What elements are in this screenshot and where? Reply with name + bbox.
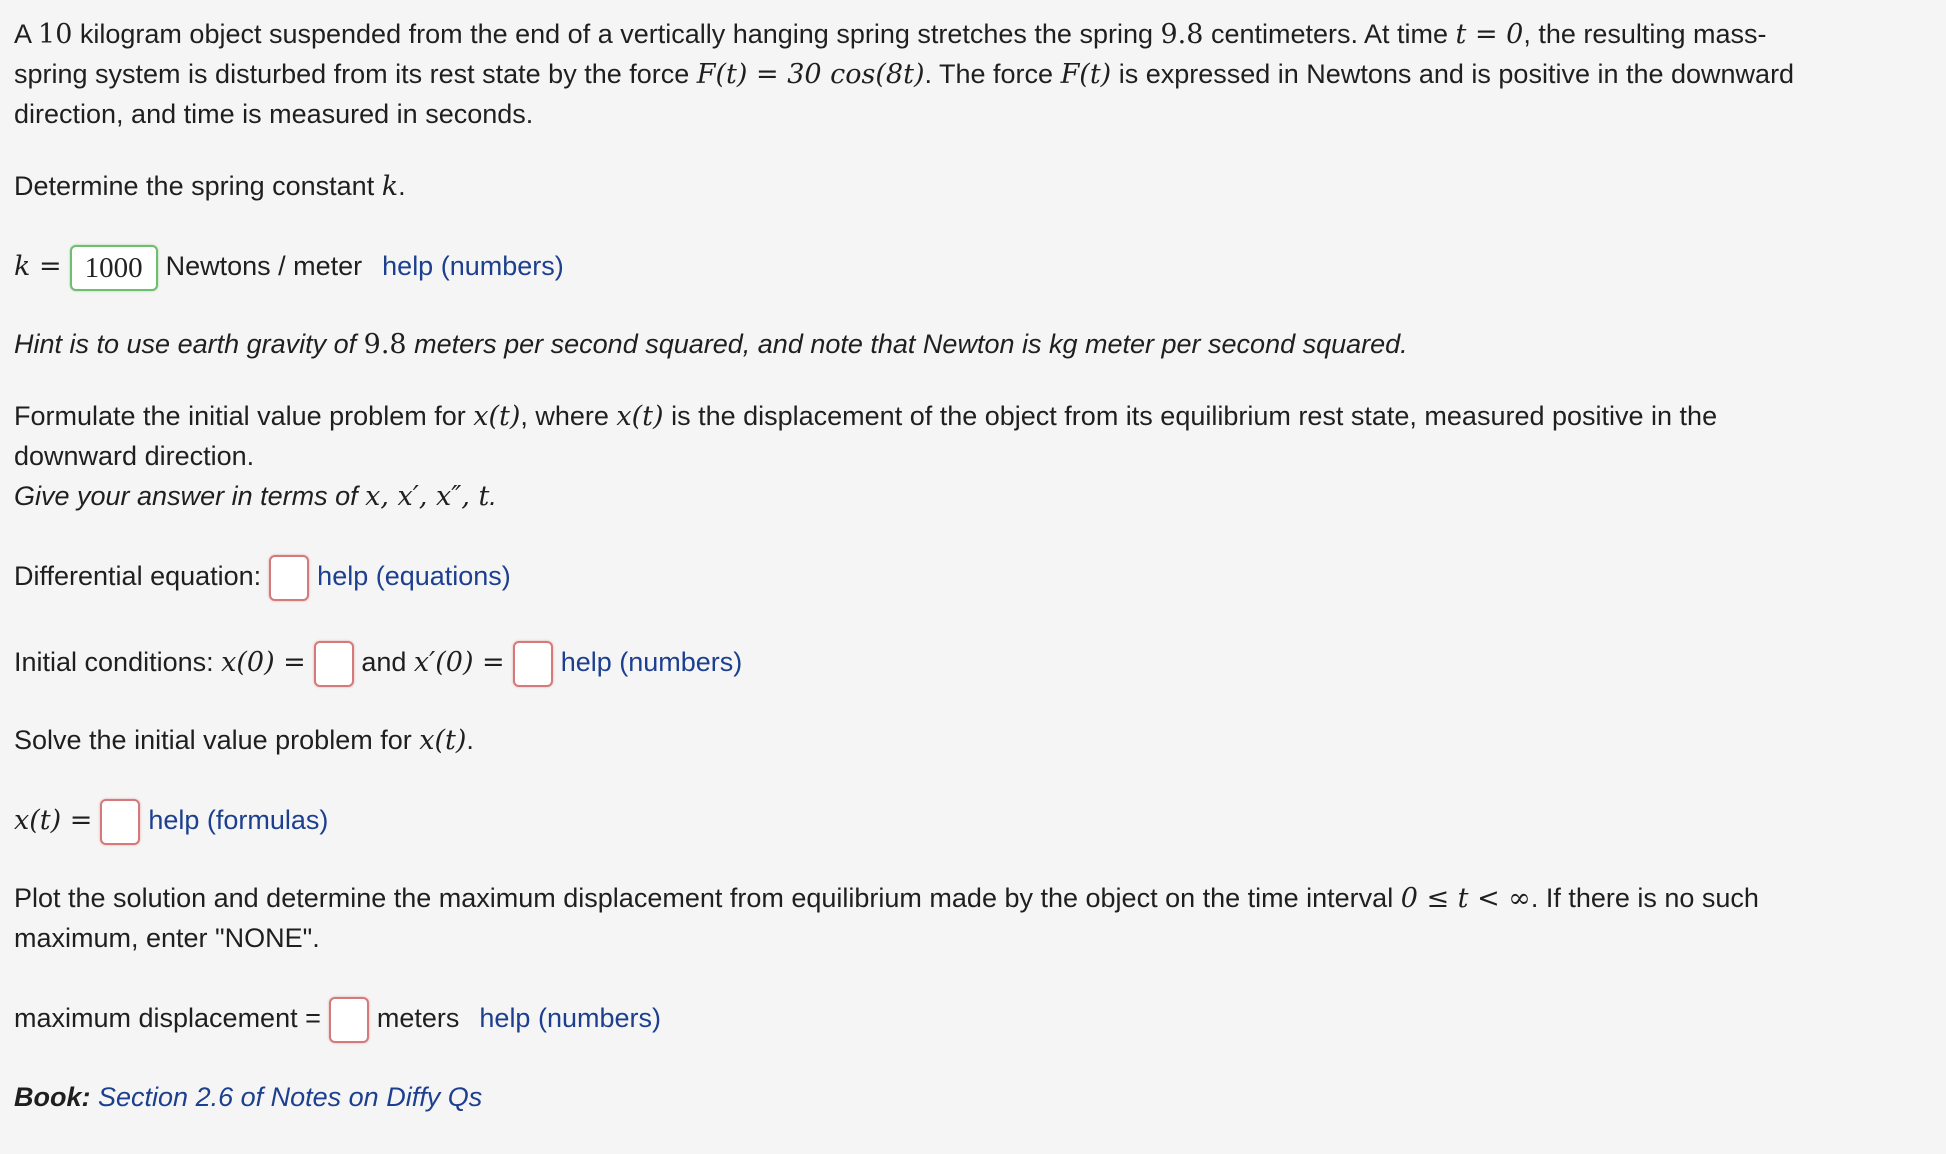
x0-math: x(0) = <box>221 647 306 679</box>
and-text: and <box>353 647 414 678</box>
force-symbol: F(t) <box>1060 59 1112 90</box>
solution-label: x(t) = <box>14 805 93 837</box>
plot-line-2 <box>14 918 320 958</box>
plot-text: Plot the solution and determine the maximum displacement from equilibrium made by the object on the time interval <box>14 883 1401 913</box>
solve-text: . <box>466 725 474 755</box>
help-numbers-link[interactable]: help (numbers) <box>560 647 743 678</box>
hint-part: Hint is to use earth gravity of <box>14 329 364 359</box>
formulate-text: Formulate the initial value problem for <box>14 401 474 431</box>
spring-constant-row <box>14 245 564 291</box>
help-numbers-link[interactable]: help (numbers) <box>382 251 564 282</box>
stretch-value: 9.8 <box>1160 19 1204 50</box>
max-displacement-units: meters <box>376 1003 460 1034</box>
intro-text: direction, and time is measured in seconds. <box>14 99 534 129</box>
k-label: k = <box>14 251 62 283</box>
xprime0-input[interactable] <box>513 641 553 687</box>
max-displacement-input[interactable] <box>329 997 369 1043</box>
variables-math: x, x′, x″, t <box>365 481 490 512</box>
xprime0-math: x′(0) = <box>413 647 505 679</box>
help-equations-link[interactable]: help (equations) <box>317 561 511 592</box>
intro-text: . The force <box>924 59 1061 89</box>
formulate-line-2 <box>14 436 254 476</box>
intro-line-3 <box>14 94 533 134</box>
spring-constant-units: Newtons / meter <box>165 251 363 282</box>
formulate-text: Give your answer in terms of <box>14 481 366 511</box>
plot-line-1 <box>14 878 1759 919</box>
x-of-t-math: x(t) <box>616 401 664 432</box>
solution-row <box>14 799 328 845</box>
diffeq-input[interactable] <box>269 555 309 601</box>
intro-text: centimeters. At time <box>1203 19 1456 49</box>
book-section-link[interactable]: Section 2.6 of Notes on Diffy Qs <box>98 1082 483 1112</box>
intro-line-1 <box>14 14 1766 55</box>
diffeq-row <box>14 555 511 601</box>
intro-line-2 <box>14 54 1794 95</box>
diffeq-label: Differential equation: <box>14 561 262 592</box>
formulate-line-1 <box>14 396 1717 437</box>
solve-text: Solve the initial value problem for <box>14 725 420 755</box>
intro-text: is expressed in Newtons and is positive in the downward <box>1111 59 1795 89</box>
plot-text: . If there is no such <box>1530 883 1759 913</box>
x-of-t-math: x(t) <box>473 401 521 432</box>
initial-conditions-row <box>14 641 742 687</box>
spring-constant-input[interactable]: 1000 <box>70 245 158 291</box>
x-of-t-math: x(t) <box>419 725 467 756</box>
intro-text: spring system is disturbed from its rest state by the force <box>14 59 697 89</box>
plot-text: maximum, enter "NONE". <box>14 923 320 953</box>
max-displacement-row <box>14 997 661 1043</box>
initial-label: Initial conditions: <box>14 647 222 678</box>
x0-input[interactable] <box>314 641 354 687</box>
formulate-line-3 <box>14 476 497 517</box>
max-displacement-label: maximum displacement = <box>14 1003 321 1034</box>
force-equation: F(t) = 30 cos(8t) <box>696 59 925 90</box>
hint-part: meters per second squared, and note that Newton is kg meter per second squared. <box>406 329 1408 359</box>
solution-input[interactable] <box>100 799 140 845</box>
intro-text: A <box>14 19 39 49</box>
solve-prompt <box>14 720 474 761</box>
formulate-text: . <box>489 481 497 511</box>
interval-math: 0 ≤ t < ∞ <box>1400 883 1531 914</box>
spring-constant-prompt <box>14 166 406 207</box>
formulate-text: , where <box>520 401 617 431</box>
hint-text <box>14 324 1408 365</box>
formulate-text: downward direction. <box>14 441 255 471</box>
prompt-text: Determine the spring constant <box>14 171 382 201</box>
help-formulas-link[interactable]: help (formulas) <box>148 805 329 836</box>
prompt-text: . <box>398 171 406 201</box>
help-numbers-link[interactable]: help (numbers) <box>479 1003 661 1034</box>
gravity-value: 9.8 <box>363 329 407 360</box>
book-label: Book: <box>14 1082 91 1112</box>
time-zero-math: t = 0 <box>1455 19 1524 50</box>
intro-text: , the resulting mass- <box>1523 19 1767 49</box>
mass-value: 10 <box>38 19 73 50</box>
k-symbol: k <box>381 171 399 202</box>
intro-text: kilogram object suspended from the end of a vertically hanging spring stretches the spring <box>72 19 1161 49</box>
book-reference <box>14 1077 482 1117</box>
formulate-text: is the displacement of the object from its equilibrium rest state, measured positive in the <box>663 401 1718 431</box>
